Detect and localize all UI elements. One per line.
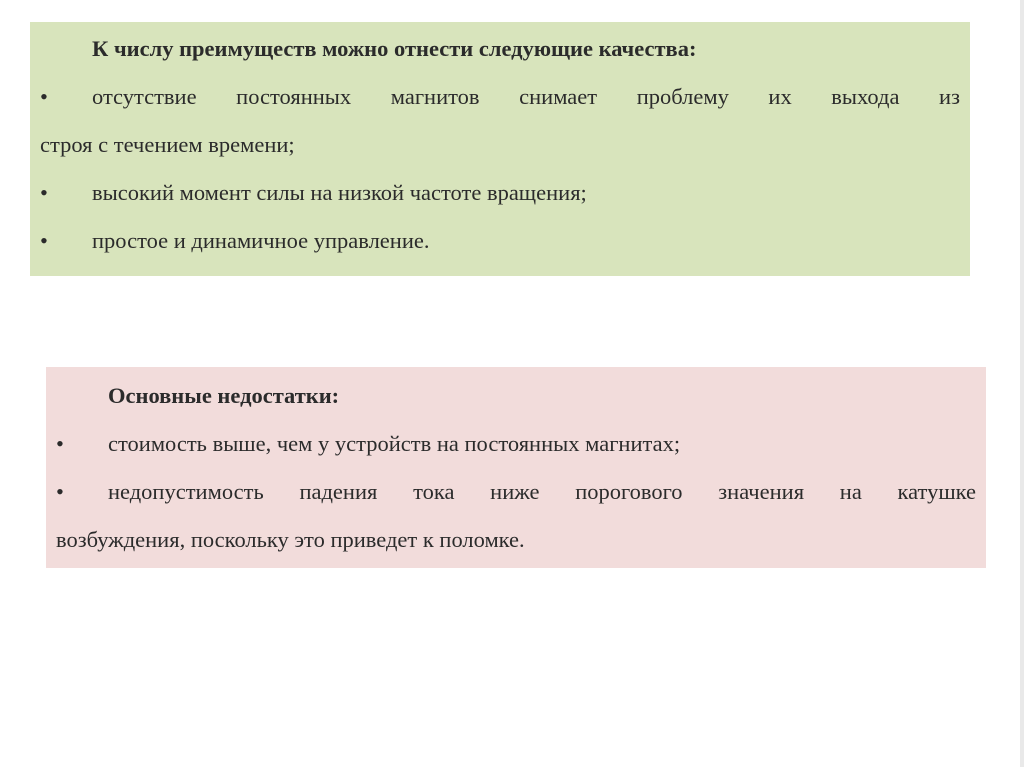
advantages-item-2	[40, 169, 960, 217]
disadvantages-box	[46, 367, 986, 568]
disadvantages-item-2-line-2: возбуждения, поскольку это приведет к поломке.	[56, 527, 525, 552]
disadvantages-item-2	[56, 468, 976, 564]
advantages-item-1-line-2: строя с течением времени;	[40, 132, 295, 157]
advantages-item-1	[40, 73, 960, 169]
bullet-marker: •	[56, 431, 64, 456]
bullet-marker: •	[40, 180, 48, 205]
disadvantages-heading: Основные недостатки:	[108, 383, 340, 408]
slide-edge-divider	[1020, 0, 1024, 767]
bullet-marker: •	[40, 228, 48, 253]
disadvantages-item-1-text: стоимость выше, чем у устройств на постоянных магнитах;	[108, 431, 681, 456]
advantages-item-3-text: простое и динамичное управление.	[92, 228, 430, 253]
bullet-marker: •	[56, 479, 64, 504]
bullet-marker: •	[40, 84, 48, 109]
advantages-item-3	[40, 217, 960, 265]
advantages-item-1-line-1: отсутствие постоянных магнитов снимает проблему их выхода из	[92, 84, 960, 109]
advantages-heading: К числу преимуществ можно отнести следующие качества:	[92, 36, 697, 61]
advantages-box	[30, 22, 970, 276]
disadvantages-item-2-line-1: недопустимость падения тока ниже порогового значения на катушке	[108, 479, 976, 504]
disadvantages-item-1	[56, 420, 976, 468]
advantages-item-2-text: высокий момент силы на низкой частоте вращения;	[92, 180, 587, 205]
